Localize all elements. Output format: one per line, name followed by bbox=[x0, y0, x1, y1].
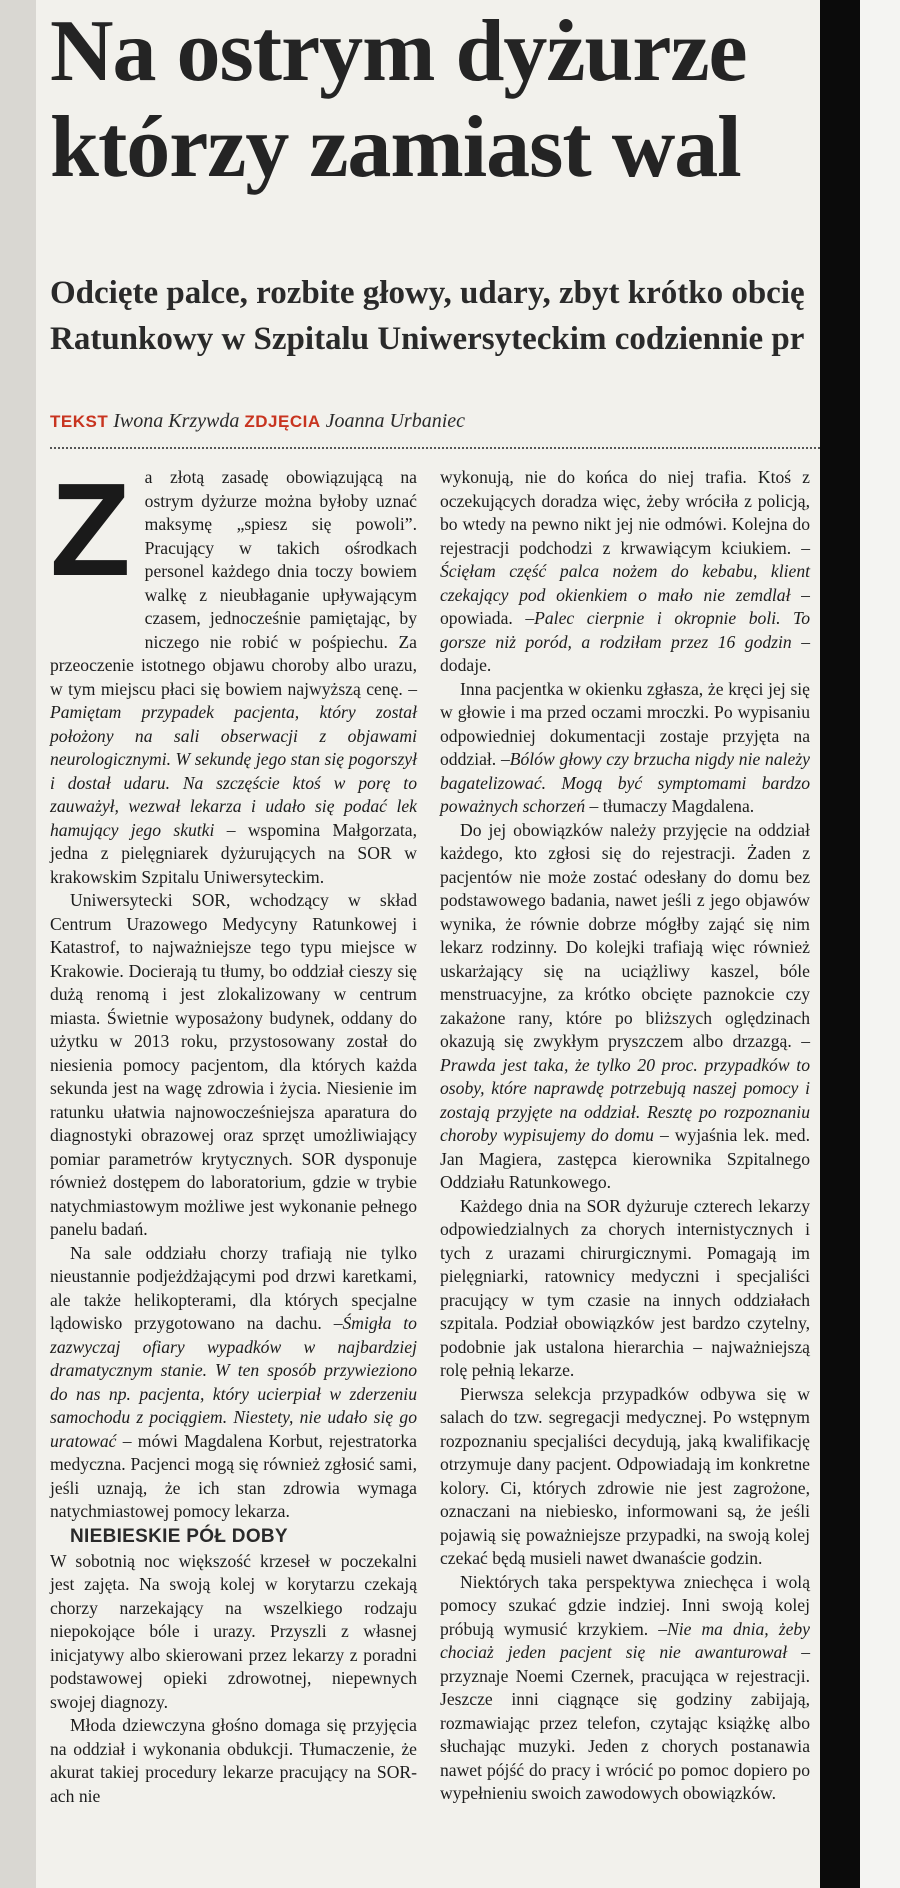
byline-author: Iwona Krzywda bbox=[113, 410, 240, 432]
paragraph-3-text: Na sale oddziału chorzy trafiają nie tylko nieustannie podjeżdżającymi pod drzwi karetkami, ale także helikopterami, dla których specjalne lądowisko przygotowano na dachu. – bbox=[50, 1242, 417, 1333]
newspaper-page bbox=[36, 0, 820, 1888]
headline-line-2: którzy zamiast wal bbox=[50, 99, 741, 196]
quote-magdalena: Bólów głowy czy brzucha nigdy nie należy bagatelizować. Mogą być symptomami bardzo poważnych schorzeń bbox=[440, 749, 810, 816]
subheading: NIEBIESKIE PÓŁ DOBY bbox=[70, 1525, 288, 1547]
paragraph-6-tail: – dodaje. bbox=[440, 631, 810, 675]
paragraph-10: Pierwsza selekcja przypadków odbywa się w salach do tzw. segregacji medycznej. Po wstępnym rozpoznaniu specjaliści decydują, jaką kwalifikację otrzymuje dany pacjent. Odpowiadają im konkretne kolory. Ci, których zdrowie nie jest zagrożone, oznaczani na niebiesko, informowani są, że jeśli pojawią się poważniejsze przypadki, na swoją kolej czekać będą musieli nawet dwanaście godzin. bbox=[440, 1383, 810, 1568]
byline bbox=[50, 410, 465, 433]
paragraph-11-text: Niektórych taka perspektywa zniechęca i wolą pomocy szukać gdzie indziej. Inni swoją kolej próbują wymusić krzykiem. – bbox=[440, 1571, 810, 1639]
byline-photo-label: ZDJĘCIA bbox=[244, 412, 321, 431]
byline-text-label: TEKST bbox=[50, 412, 109, 431]
paragraph-6-text: wykonują, nie do końca do niej trafia. Ktoś z oczekujących doradza więc, żeby wróciła z policją, bo wtedy na pewno nikt jej nie odmówi. Kolejna do rejestracji podchodzi z krwawiącym kciukiem. – bbox=[440, 467, 810, 558]
paragraph-1 bbox=[50, 456, 417, 889]
paragraph-3 bbox=[50, 1242, 417, 1524]
paragraph-7-tail: – tłumaczy Magdalena. bbox=[585, 796, 755, 816]
paragraph-8-text: Do jej obowiązków należy przyjęcie na oddział każdego, kto zgłosi się do rejestracji. Żaden z pacjentów nie może zostać odesłany do domu bez podstawowego badania, nawet jeśli z jego objawów wynika, że równie dobrze mógłby zająć się nim lekarz rodzinny. Do kolejki trafiają więc również uskarżający się na uciążliwy kaszel, bóle menstruacyjne, za krótko obcięte paznokcie czy zakażone rany, które po bliższych oględzinach okazują się zwykłym pryszczem albo drzazgą. – bbox=[440, 819, 810, 1051]
drop-cap: Z bbox=[50, 456, 131, 603]
paragraph-5: Młoda dziewczyna głośno domaga się przyjęcia na oddział i wykonania obdukcji. Tłumaczenie, że akurat takiej procedury lekarze pracujący na SOR-ach nie bbox=[50, 1715, 417, 1806]
paragraph-8-tail: – wyjaśnia lek. med. Jan Magiera, zastępca kierownika Szpitalnego Oddziału Ratunkowego. bbox=[440, 1125, 810, 1192]
paragraph-9: Każdego dnia na SOR dyżuruje czterech lekarzy odpowiedzialnych za chorych internistycznych i tych z urazami chirurgicznymi. Pomagają im pielęgniarki, ratownicy medyczni i specjaliści pracujący w tym czasie na innych oddziałach szpitala. Podział obowiązków jest bardzo czytelny, podobnie jak ustalona hierarchia – najważniejszą rolę pełnią lekarze. bbox=[440, 1195, 810, 1380]
quote-patient-thumb: Ścięłam część palca nożem do kebabu, klient czekający pod okienkiem o mało nie zemdlał bbox=[440, 561, 810, 605]
article-column-right bbox=[440, 466, 810, 1806]
paragraph-6-mid: – opowiada. – bbox=[440, 584, 810, 628]
paragraph-6 bbox=[440, 466, 810, 678]
lead-paragraph bbox=[50, 270, 820, 362]
headline bbox=[50, 4, 820, 196]
headline-line-1: Na ostrym dyżurze bbox=[50, 3, 747, 100]
quote-magiera: Prawda jest taka, że tylko 20 proc. przypadków to osoby, które naprawdę potrzebują naszej pomocy i zostają przyjęte na oddział. Resztę po rozpoznaniu choroby wypisujemy do domu bbox=[440, 1054, 810, 1145]
paragraph-3-tail: – mówi Magdalena Korbut, rejestratorka medyczna. Pacjenci mogą się również zgłosić sami, jeśli uznają, że ich stan zdrowia wymaga natychmiastowej pomocy lekarza. bbox=[50, 1430, 417, 1521]
quote-nurse: Pamiętam przypadek pacjenta, który został położony na sali obserwacji z objawami neurologicznymi. W sekundę jego stan się pogorszył i dostał udaru. Na szczęście ktoś w porę to zauważył, wezwał lekarza i udało się podać lek hamujący jego skutki bbox=[50, 702, 417, 840]
paragraph-11 bbox=[440, 1571, 810, 1806]
quote-patient-pain: Palec cierpnie i okropnie boli. To gorsze niż poród, a rodziłam przez 16 godzin bbox=[440, 608, 810, 652]
paragraph-1-text: a złotą zasadę obowiązującą na ostrym dyżurze można byłoby uznać maksymę „spiesz się powoli”. Pracujący w takich ośrodkach personel każdego dnia toczy bowiem walkę z nieubłaganie upływającym czasem, jednocześnie pamiętając, by niczego nie robić w pośpiechu. Za przeoczenie istotnego objawu choroby albo urazu, w tym miejscu płaci się bowiem najwyższą cenę. – bbox=[50, 467, 417, 699]
paragraph-11-tail: – przyznaje Noemi Czernek, pracująca w rejestracji. Jeszcze inni ciągnące się godziny zabijają, rozmawiając przez telefon, czytając książkę albo słuchając muzyki. Jeden z chorych postanawia nawet pójść do pracy i wrócić po pomoc dopiero po wypełnieniu swoich zawodowych obowiązków. bbox=[440, 1642, 810, 1803]
paragraph-4: W sobotnią noc większość krzeseł w poczekalni jest zajęta. Na swoją kolej w korytarzu czekają chorzy narzekający na wszelkiego rodzaju niepokojące bóle i urazy. Przyszli z własnej inicjatywy albo skierowani przez lekarzy z poradni podstawowej opieki zdrowotnej, niepewnych swojej diagnozy. bbox=[50, 1550, 417, 1712]
quote-noemi: Nie ma dnia, żeby chociaż jeden pacjent się nie awanturował bbox=[440, 1618, 810, 1662]
dotted-divider bbox=[50, 447, 820, 449]
quote-registrar: Śmigła to zazwyczaj ofiary wypadków w najbardziej dramatycznym stanie. W ten sposób przywieziono do nas np. pacjenta, który ucierpiał w zderzeniu samochodu z pociągiem. Niestety, nie udało się go uratować bbox=[50, 1313, 417, 1451]
lead-line-1: Odcięte palce, rozbite głowy, udary, zbyt krótko obcię bbox=[50, 275, 805, 311]
paragraph-7-text: Inna pacjentka w okienku zgłasza, że kręci jej się w głowie i ma przed oczami mroczki. Po wypisaniu odpowiedniej dokumentacji zostaje przyjęta na oddział. – bbox=[440, 678, 810, 769]
paragraph-8 bbox=[440, 819, 810, 1195]
paragraph-7 bbox=[440, 678, 810, 819]
paragraph-1-tail: – wspomina Małgorzata, jedna z pielęgniarek dyżurujących na SOR w krakowskim Szpitalu Uniwersyteckim. bbox=[50, 819, 417, 887]
scan-dark-edge bbox=[820, 0, 860, 1888]
lead-line-2: Ratunkowy w Szpitalu Uniwersyteckim codziennie pr bbox=[50, 321, 805, 357]
paragraph-2: Uniwersytecki SOR, wchodzący w skład Centrum Urazowego Medycyny Ratunkowej i Katastrof, to najważniejsze tego typu miejsce w Krakowie. Docierają tu tłumy, bo oddział cieszy się dużą renomą i jest zlokalizowany w centrum miasta. Świetnie wyposażony budynek, oddany do użytku w 2013 roku, przystosowany został do niesienia pomocy pacjentom, dla których każda sekunda jest na wagę zdrowia i życia. Niesienie im ratunku ułatwia najnowocześniejsza aparatura do diagnostyki obrazowej oraz sprzęt umożliwiający pomiar parametrów krytycznych. SOR dysponuje również dostępem do laboratorium, gdzie w trybie natychmiastowym możliwe jest wykonanie pełnego panelu badań. bbox=[50, 890, 417, 1239]
scan-right-margin bbox=[860, 0, 900, 1888]
byline-photographer: Joanna Urbaniec bbox=[325, 410, 466, 432]
article-column-left bbox=[50, 456, 417, 1808]
